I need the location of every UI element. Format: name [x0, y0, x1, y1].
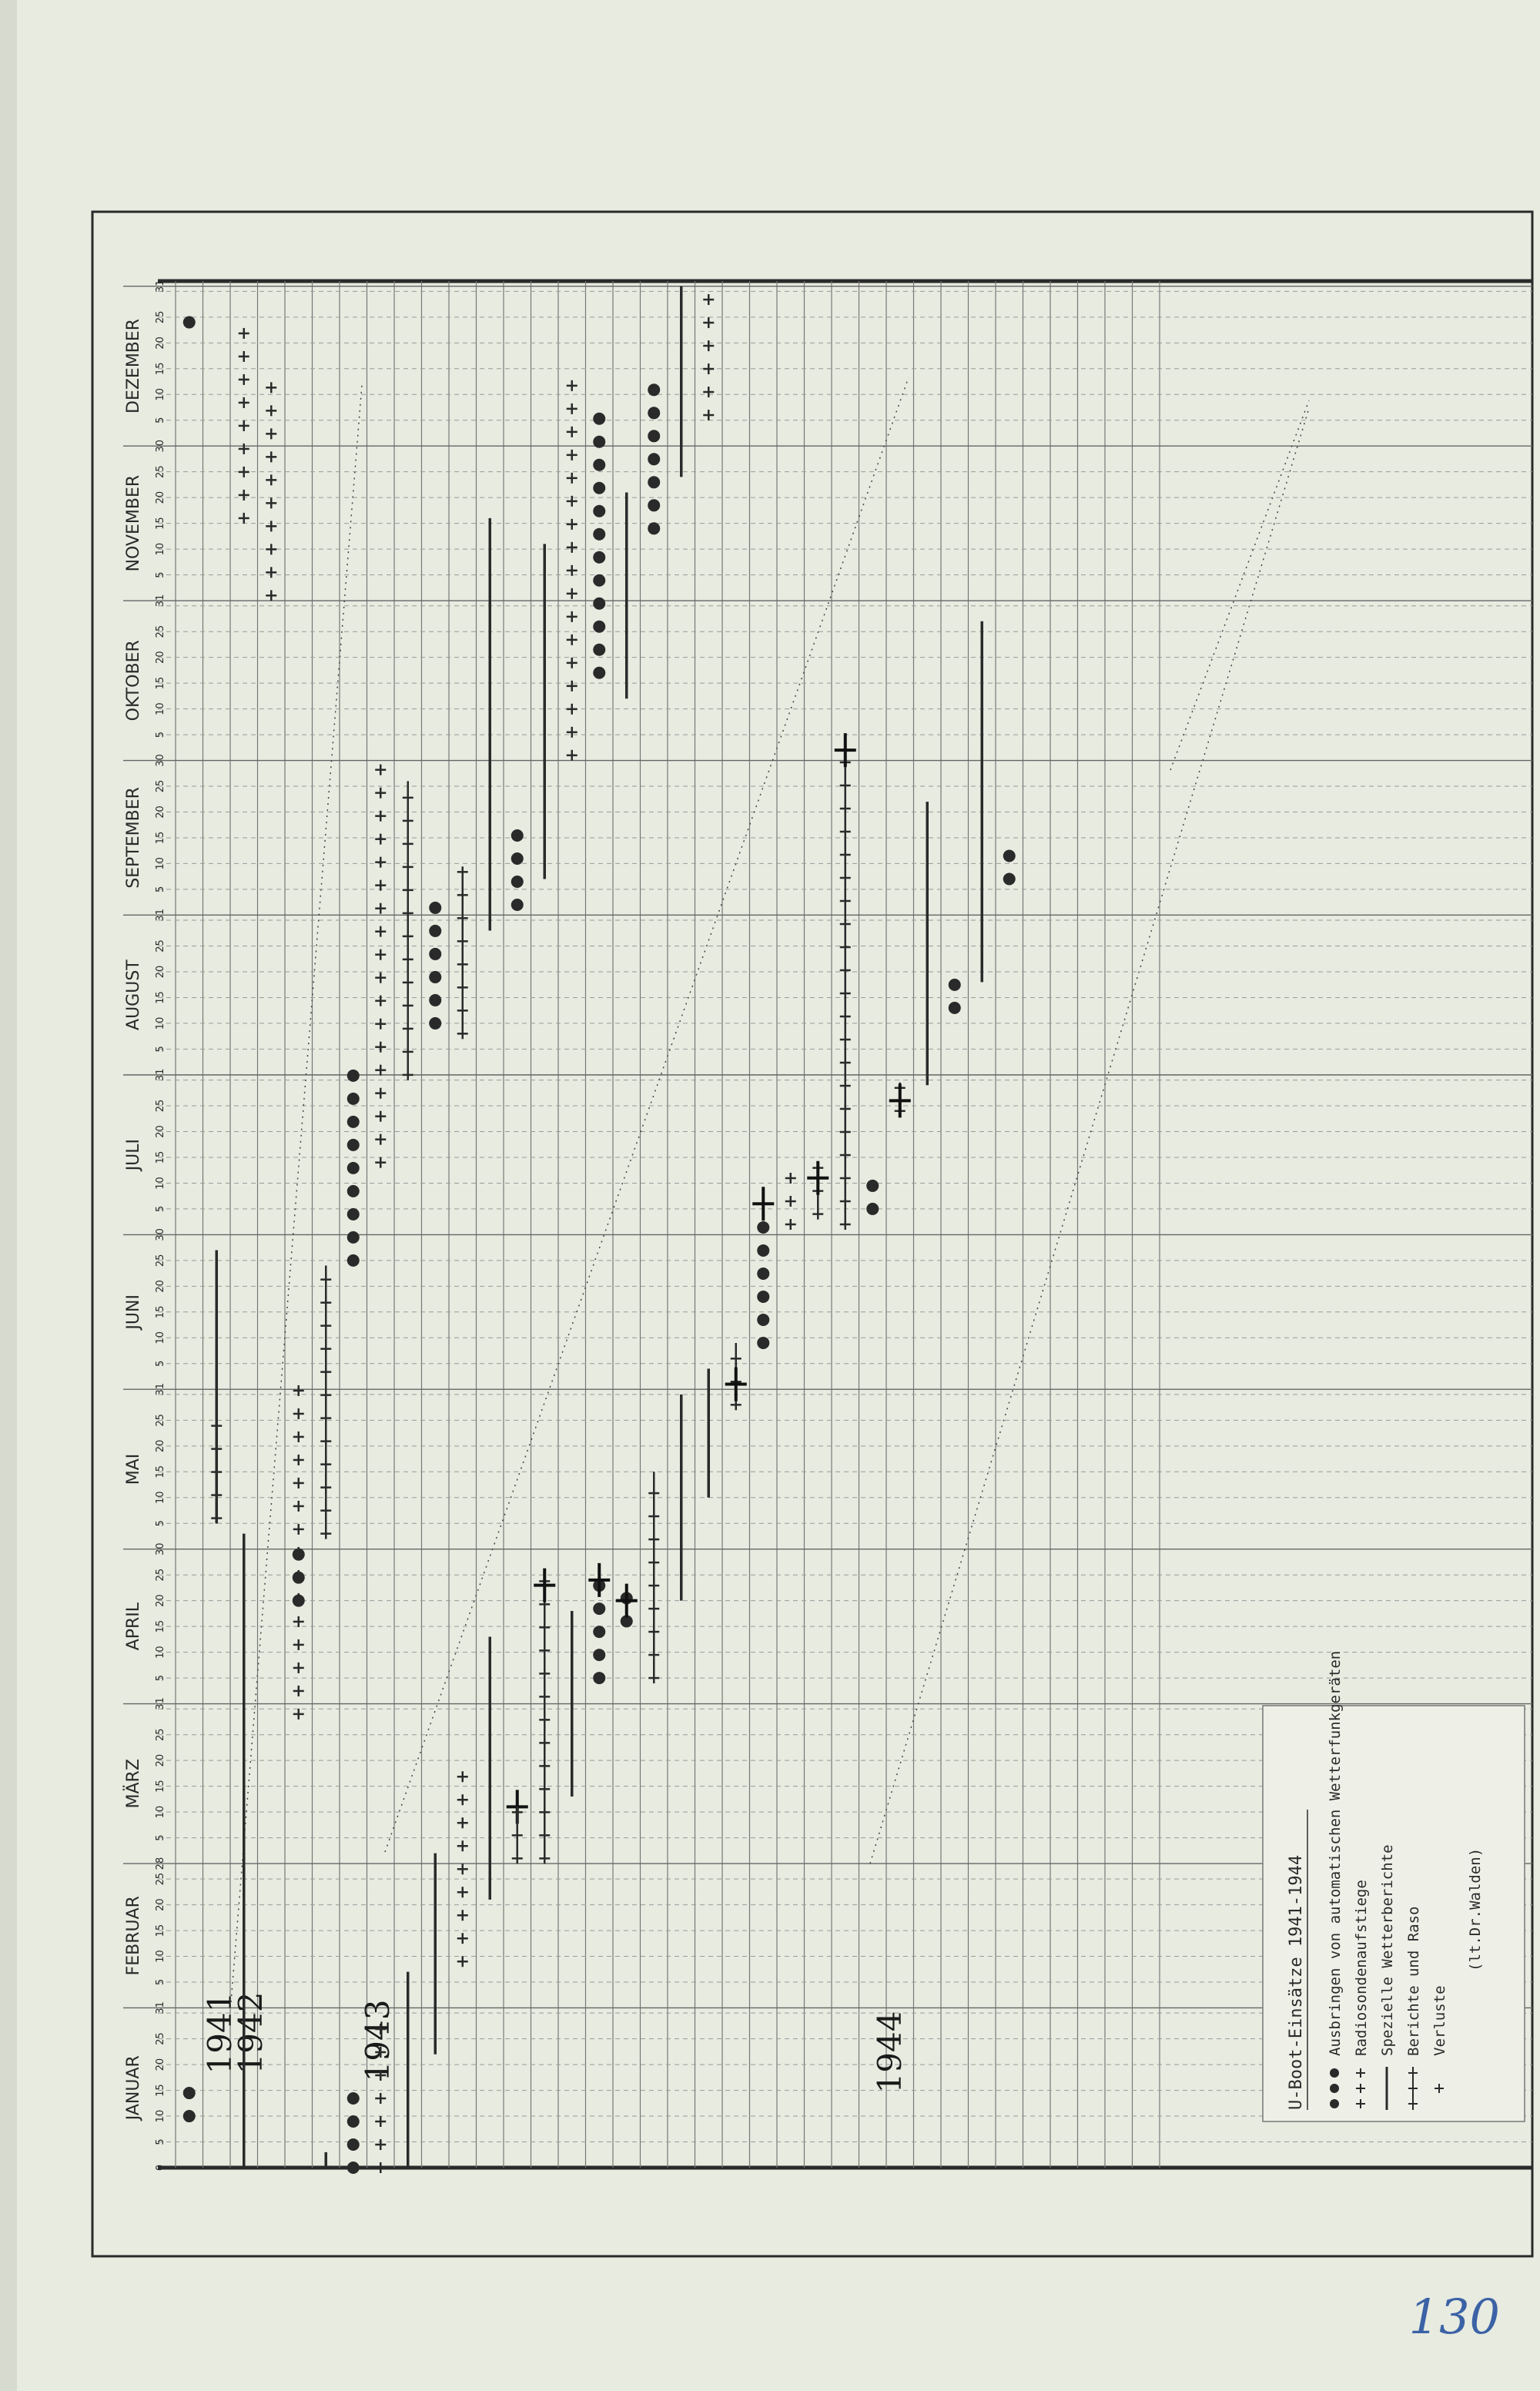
weather-station-dot [1003, 873, 1016, 886]
weather-station-dot [347, 1162, 360, 1174]
day-tick-label: 25 [155, 1568, 166, 1582]
year-label: 1944 [871, 2011, 909, 2094]
weather-station-dot [949, 1002, 961, 1014]
day-tick-label: 15 [155, 517, 166, 530]
day-tick-label: 5 [155, 571, 166, 578]
day-tick-label: 10 [155, 387, 166, 401]
day-tick-label: 10 [155, 542, 166, 556]
day-tick-label: 15 [155, 831, 166, 845]
weather-station-dot [347, 1116, 360, 1128]
day-tick-label: 5 [155, 1205, 166, 1213]
month-label: AUGUST [124, 959, 143, 1030]
weather-station-dot [347, 1185, 360, 1197]
month-label: FEBRUAR [124, 1896, 143, 1976]
day-tick-labels [155, 280, 166, 2171]
weather-station-dot [593, 528, 605, 541]
day-tick-label: 15 [155, 1465, 166, 1478]
day-tick-label: 30 [155, 1542, 166, 1555]
day-tick-label: 25 [155, 310, 166, 324]
weather-station-dot [648, 453, 660, 465]
weather-station-dot [347, 1093, 360, 1105]
day-tick-label: 30 [155, 754, 166, 767]
day-tick-label: 5 [155, 417, 166, 424]
weather-station-dot [593, 551, 605, 564]
page-number: 130 [1408, 2289, 1500, 2345]
day-tick-label: 20 [155, 1753, 166, 1767]
weather-station-dot [593, 505, 605, 517]
day-tick-label: 5 [155, 2138, 166, 2145]
month-label: JANUAR [124, 2055, 143, 2121]
weather-station-dot [511, 876, 524, 888]
day-tick-label: 10 [155, 702, 166, 715]
weather-station-dot [347, 2115, 360, 2128]
day-tick-label: 25 [155, 1728, 166, 1741]
day-tick-label: 20 [155, 491, 166, 504]
month-label: MÄRZ [124, 1759, 143, 1809]
weather-station-dot [347, 2138, 360, 2151]
weather-station-dot [949, 979, 961, 991]
month-labels [123, 319, 143, 2121]
month-label: NOVEMBER [124, 474, 143, 572]
day-tick-label: 31 [155, 1697, 166, 1710]
weather-station-dot [347, 1139, 360, 1151]
day-tick-label: 30 [155, 1228, 166, 1241]
month-label: SEPTEMBER [124, 787, 143, 889]
month-label: OKTOBER [124, 640, 143, 722]
legend [1263, 1651, 1525, 2121]
weather-station-dot [1003, 850, 1016, 862]
weather-station-dot [593, 1649, 605, 1661]
day-tick-label: 15 [155, 1780, 166, 1793]
day-tick-label: 20 [155, 651, 166, 664]
weather-station-dot [648, 407, 660, 419]
weather-station-dot [648, 383, 660, 396]
day-tick-label: 5 [155, 1520, 166, 1527]
day-tick-label: 20 [155, 805, 166, 819]
weather-station-dot [429, 948, 441, 960]
legend-title: U-Boot-Einsätze 1941-1944 [1287, 1854, 1306, 2110]
day-tick-label: 5 [155, 731, 166, 738]
day-tick-label: 31 [155, 280, 166, 293]
day-tick-label: 20 [155, 1125, 166, 1138]
legend-label: Radiosondenaufstiege [1353, 1880, 1370, 2056]
year-diagonal [231, 385, 362, 2002]
weather-station-dot [429, 971, 441, 983]
day-tick-label: 15 [155, 1150, 166, 1164]
day-tick-label: 10 [155, 1805, 166, 1819]
weather-station-dot [347, 1254, 360, 1267]
legend-dot-icon [1330, 2099, 1339, 2108]
day-tick-label: 20 [155, 2058, 166, 2071]
day-tick-label: 28 [155, 1857, 166, 1870]
day-tick-label: 31 [155, 594, 166, 608]
month-label: DEZEMBER [124, 318, 143, 414]
day-tick-label: 10 [155, 1950, 166, 1963]
day-tick-label: 31 [155, 1068, 166, 1082]
month-label: JULI [124, 1138, 143, 1171]
day-tick-label: 25 [155, 1099, 166, 1113]
year-diagonal [1170, 400, 1309, 770]
legend-dot-icon [1330, 2084, 1339, 2093]
year-label: 1942 [232, 1991, 270, 2075]
weather-station-dot [511, 829, 524, 842]
day-tick-label: 15 [155, 991, 166, 1004]
day-tick-label: 10 [155, 2109, 166, 2123]
weather-station-dot [648, 499, 660, 511]
weather-station-dot [593, 482, 605, 494]
weather-station-dot [593, 667, 605, 679]
day-tick-label: 10 [155, 1491, 166, 1505]
year-label: 1941 [201, 1991, 239, 2075]
day-tick-label: 31 [155, 909, 166, 922]
weather-station-dot [648, 522, 660, 534]
weather-station-dot [866, 1180, 879, 1192]
weather-station-dot [429, 902, 441, 914]
day-tick-label: 10 [155, 1016, 166, 1030]
day-tick-label: 25 [155, 1254, 166, 1267]
weather-station-dot [347, 2092, 360, 2105]
day-tick-label: 25 [155, 1872, 166, 1886]
year-diagonal [870, 408, 1309, 1864]
weather-station-dot [593, 436, 605, 448]
weather-station-dot [593, 621, 605, 633]
day-tick-label: 20 [155, 1280, 166, 1293]
day-tick-label: 5 [155, 1674, 166, 1682]
weather-station-dot [593, 413, 605, 425]
day-tick-label: 20 [155, 965, 166, 979]
weather-station-dot [866, 1203, 879, 1215]
weather-station-dot [593, 574, 605, 587]
day-tick-label: 15 [155, 676, 166, 690]
day-tick-label: 31 [155, 1382, 166, 1396]
weather-station-dot [757, 1267, 769, 1280]
weather-station-dot [593, 598, 605, 610]
weather-station-dot [511, 852, 524, 865]
day-tick-label: 5 [155, 1360, 166, 1367]
chart-marks [183, 286, 1016, 2174]
day-tick-label: 5 [155, 1978, 166, 1986]
weather-station-dot [648, 430, 660, 442]
day-tick-label: 10 [155, 857, 166, 870]
weather-station-dot [593, 1626, 605, 1638]
day-tick-label: 15 [155, 362, 166, 376]
weather-station-dot [757, 1314, 769, 1326]
legend-label: Verluste [1431, 1985, 1448, 2056]
weather-station-dot [593, 644, 605, 656]
weather-station-dot [648, 476, 660, 488]
day-tick-label: 25 [155, 779, 166, 793]
day-tick-label: 5 [155, 886, 166, 893]
day-tick-label: 15 [155, 2084, 166, 2097]
day-tick-label: 31 [155, 2001, 166, 2014]
day-tick-label: 20 [155, 1439, 166, 1453]
day-tick-label: 0 [155, 2164, 166, 2172]
weather-station-dot [429, 925, 441, 937]
legend-dot-icon [1330, 2068, 1339, 2078]
day-tick-label: 15 [155, 1305, 166, 1319]
day-tick-label: 25 [155, 625, 166, 638]
weather-station-dot [593, 1602, 605, 1615]
weather-station-dot [347, 1231, 360, 1244]
day-tick-label: 25 [155, 939, 166, 953]
day-tick-label: 20 [155, 1898, 166, 1911]
year-diagonal [385, 377, 909, 1852]
day-tick-label: 25 [155, 465, 166, 478]
weather-station-dot [347, 2162, 360, 2174]
weather-station-dot [429, 994, 441, 1006]
day-tick-label: 25 [155, 2032, 166, 2045]
month-label: MAI [124, 1453, 143, 1485]
legend-label: Ausbringen von automatischen Wetterfunkgeräten [1327, 1650, 1344, 2056]
month-label: APRIL [124, 1602, 143, 1651]
weather-station-dot [429, 1017, 441, 1030]
legend-label: Spezielle Wetterberichte [1379, 1844, 1396, 2056]
day-tick-label: 10 [155, 1646, 166, 1659]
weather-station-dot [757, 1221, 769, 1234]
month-label: JUNI [124, 1294, 143, 1330]
weather-station-dot [183, 2087, 196, 2099]
weather-station-dot [593, 459, 605, 471]
day-tick-label: 15 [155, 1619, 166, 1633]
day-tick-label: 5 [155, 1834, 166, 1841]
weather-station-dot [757, 1337, 769, 1349]
weather-station-dot [757, 1244, 769, 1257]
weather-station-dot [183, 316, 196, 329]
day-tick-label: 10 [155, 1177, 166, 1190]
day-tick-label: 15 [155, 1924, 166, 1937]
weather-station-dot [757, 1291, 769, 1303]
day-tick-label: 20 [155, 337, 166, 350]
legend-item [1327, 1651, 1344, 2108]
weather-station-dot [183, 2110, 196, 2122]
weather-station-dot [511, 899, 524, 911]
day-tick-label: 5 [155, 1046, 166, 1053]
weather-station-dot [347, 1070, 360, 1082]
day-tick-label: 10 [155, 1331, 166, 1345]
day-tick-label: 20 [155, 1594, 166, 1607]
day-tick-label: 30 [155, 439, 166, 453]
legend-label: Berichte und Raso [1405, 1906, 1422, 2056]
weather-station-dot [347, 1208, 360, 1221]
weather-station-dot [593, 1672, 605, 1684]
legend-source-note: (lt.Dr.Walden) [1467, 1847, 1484, 1971]
year-label: 1943 [359, 1999, 397, 2082]
day-tick-label: 25 [155, 1414, 166, 1427]
